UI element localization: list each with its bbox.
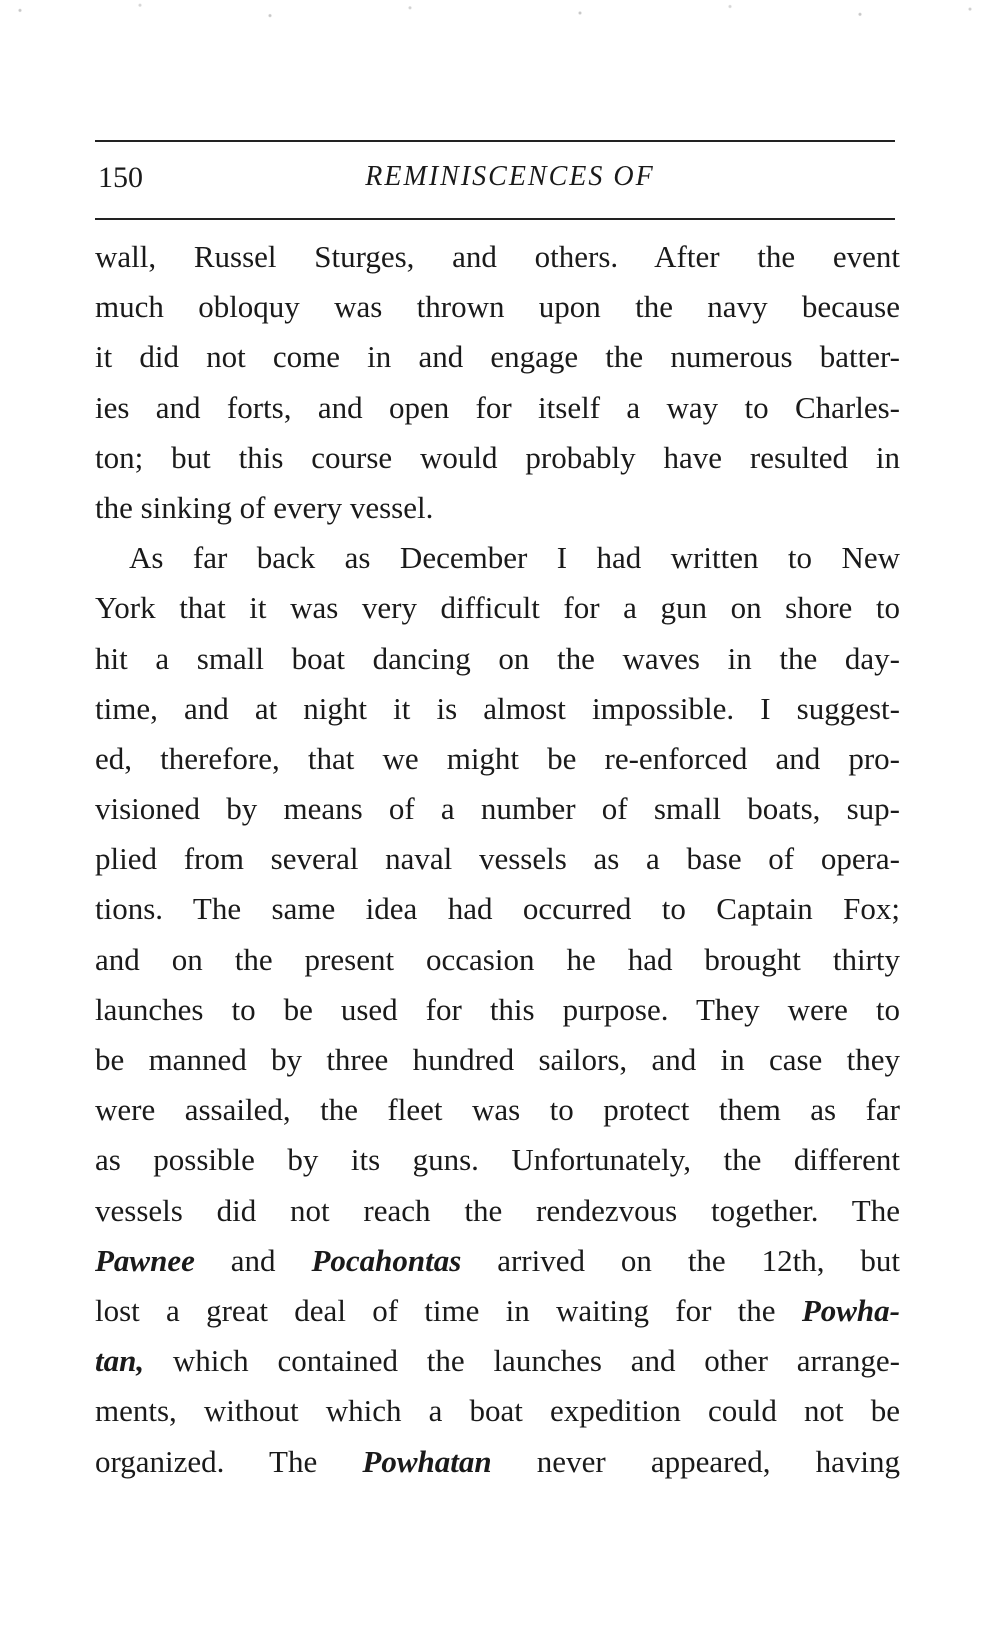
text-line: the sinking of every vessel. — [95, 489, 434, 525]
text-line: hit a small boat dancing on the waves in the day- — [95, 640, 900, 676]
text-run: and — [194, 1242, 312, 1278]
page-speckle-noise — [0, 0, 1000, 26]
text-line: ies and forts, and open for itself a way to Charles- — [95, 389, 900, 425]
ship-name: tan, — [95, 1343, 145, 1379]
text-line: ments, without which a boat expedition could not be — [95, 1393, 900, 1429]
page-header — [95, 155, 895, 205]
text-run: lost a great deal of time in waiting for the — [95, 1292, 802, 1328]
text-line — [95, 1437, 900, 1487]
text-line: and on the present occasion he had brought thirty — [95, 941, 900, 977]
text-line: plied from several naval vessels as a base of opera- — [95, 841, 900, 877]
ship-name: Powhatan — [362, 1443, 492, 1479]
ship-name: Powha- — [801, 1292, 900, 1328]
text-line — [95, 1236, 900, 1286]
text-line: ed, therefore, that we might be re-enforced and pro- — [95, 740, 900, 776]
text-line: As far back as December I had written to New — [129, 540, 900, 576]
text-run: never appeared, having — [491, 1443, 900, 1479]
text-line: wall, Russel Sturges, and others. After the event — [95, 239, 900, 274]
text-line: it did not come in and engage the numerous batter- — [95, 339, 900, 375]
text-line: vessels did not reach the rendezvous together. The — [95, 1192, 900, 1228]
text-line: tions. The same idea had occurred to Captain Fox; — [95, 891, 900, 927]
text-line — [95, 1336, 900, 1386]
text-run: arrived on the 12th, but — [461, 1242, 900, 1278]
text-line: be manned by three hundred sailors, and in case they — [95, 1042, 900, 1077]
ship-name: Pawnee — [95, 1242, 195, 1278]
text-line: much obloquy was thrown upon the navy because — [95, 289, 900, 325]
ship-name: Pocahontas — [311, 1242, 462, 1278]
text-line: visioned by means of a number of small boats, sup- — [95, 791, 900, 827]
page-number: 150 — [98, 161, 143, 194]
text-line — [95, 1286, 900, 1336]
header-top-rule — [95, 140, 895, 142]
text-line: launches to be used for this purpose. They were to — [95, 991, 900, 1027]
text-line: York that it was very difficult for a gun on shore to — [95, 590, 900, 626]
text-run: organized. The — [95, 1443, 363, 1479]
text-line: time, and at night it is almost impossible. I suggest- — [95, 690, 900, 726]
text-line: as possible by its guns. Unfortunately, the different — [95, 1142, 900, 1178]
running-title: REMINISCENCES OF — [365, 161, 655, 192]
text-run: which contained the launches and other arrange- — [144, 1343, 900, 1379]
text-line: ton; but this course would probably have resulted in — [95, 439, 900, 475]
text-line: were assailed, the fleet was to protect them as far — [95, 1092, 900, 1128]
header-bottom-rule — [95, 218, 895, 220]
body-text — [95, 232, 900, 1487]
